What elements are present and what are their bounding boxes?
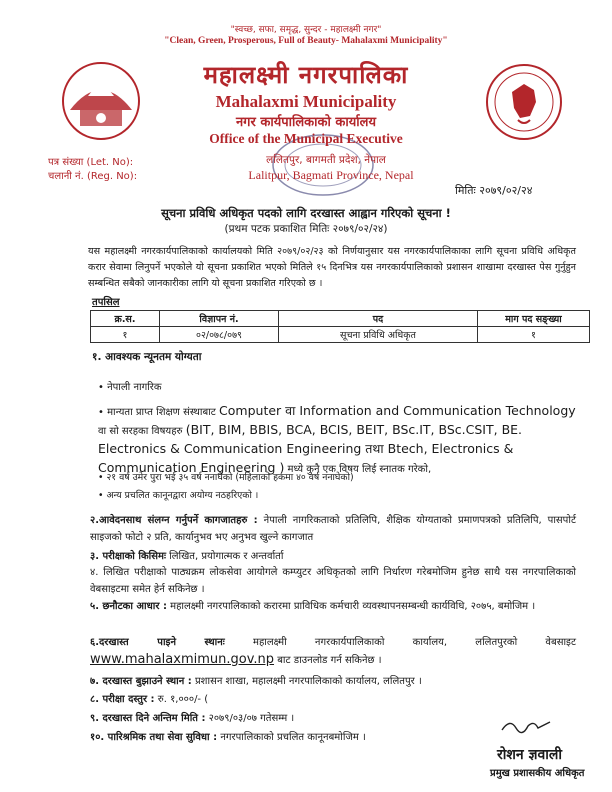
signatory-title: प्रमुख प्रशासकीय अधिकृत (490, 768, 585, 779)
qualification-bullet: • २१ वर्ष उमेर पुरा भई ३५ वर्ष ननाघेको (महिलाको हकमा ४० वर्ष ननाघेको) (98, 472, 354, 483)
qualification-heading: १. आवश्यक न्यूनतम योग्यता (92, 351, 202, 363)
bullet-text-emphasis: (BIT, BIM, BBIS, BCA, BCIS, BEIT, BSc.IT, BSc.CSIT, BE. Electronics & Communication Engineering तथा Btech, Electronics & Communication Engineering ) (98, 422, 523, 475)
notice-intro-paragraph: यस महालक्ष्मी नगरकार्यपालिकाको कार्यालयको मिति २०७९/०२/२३ को निर्णयानुसार यस नगरकार्यपालिकाका लागि सूचना प्रविधि अधिकृत करार सेवामा लिनुपर्ने भएकोले यो सूचना प्रकाशित भएको मितिले १५ दिनभित्र यस नगरकार्यपालिकाको प्रशासन शाखामा दरखास्त पेस गुर्नुहुन सम्बन्धित सबैको जानकारीका लागि यो सूचना प्रकाशित गरिएको छ । (88, 246, 576, 289)
title-english: Mahalaxmi Municipality (215, 92, 397, 111)
office-nepali: नगर कार्यपालिकाको कार्यालय (235, 115, 377, 130)
item-text: नगरपालिकाको प्रचलित कानूनबमोजिम । (220, 732, 366, 743)
address-english: Lalitpur, Bagmati Province, Nepal (248, 168, 414, 182)
selection-basis-item (90, 598, 576, 615)
handwritten-signature-icon (498, 714, 558, 738)
item-label: ९. दरखास्त दिने अन्तिम मिति : (90, 713, 206, 724)
item-text: महालक्ष्मी नगरपालिकाको करारमा प्राविधिक कर्मचारी व्यवस्थापनसम्बन्धी कार्यविधि, २०७५, बमोजिम । (170, 601, 536, 612)
item-label: १०. पारिश्रमिक तथा सेवा सुविधा : (90, 732, 218, 743)
bullet-text-emphasis: Computer वा Information and Communication Technology (219, 403, 576, 418)
vacancy-table (90, 310, 590, 343)
notice-subtitle: (प्रथम पटक प्रकाशित मितिः २०७९/०२/२४) (224, 223, 388, 235)
exam-fee-item (90, 691, 576, 708)
item-label: ३. परीक्षाको किसिमः (90, 551, 166, 562)
exam-type-item (90, 548, 576, 565)
item-text: प्रशासन शाखा, महालक्ष्मी नगरपालिकाको कार्यालय, ललितपुर । (194, 676, 422, 687)
table-row (91, 327, 590, 343)
item-text: लिखित, प्रयोगात्मक र अन्तर्वार्ता (169, 551, 284, 562)
table-cell: १ (91, 327, 160, 343)
bullet-text: मध्ये कुनै एक विषय लिई स्नातक गरेको, (287, 464, 432, 475)
item-text: ४. लिखित परीक्षाको पाठ्यक्रम लोकसेवा आयोगले कम्प्युटर अधिकृतको लागि निर्धारण गरेबमोजिम हुनेछ साथै यस नगरपालिकाको वेबसाइटमा समेत हेर्न सकिनेछ । (90, 567, 576, 595)
item-text: २०७९/०३/०७ गतेसम्म । (208, 713, 295, 724)
item-label: २.आवेदनसाथ संलग्न गर्नुपर्ने कागजातहरु : (90, 515, 258, 526)
item-label: ६.दरखास्त पाइने स्थानः (90, 637, 225, 648)
qualification-bullet: • मान्यता प्राप्त शिक्षण संस्थाबाट Computer वा Information and Communication Technology वा सो सरहका विषयहरु (BIT, BIM, BBIS, BCA, BCIS, BEIT, BSc.IT, BSc.CSIT, BE. Electronics & Communication Engineering तथा Btech, Electronics & Communication Engineering ) मध्ये कुनै एक विषय लिई स्नातक गरेको, (98, 403, 576, 475)
table-cell: सूचना प्रविधि अधिकृत (279, 327, 478, 343)
item-text: महालक्ष्मी नगरकार्यपालिकाको कार्यालय, ललितपुरको वेबसाइट (253, 637, 576, 648)
address-nepali: ललितपुर, बागमती प्रदेश, नेपाल (266, 154, 386, 166)
bullet-text: नेपाली नागरिक (107, 382, 162, 393)
bullet-text: २१ वर्ष उमेर पुरा भई ३५ वर्ष ननाघेको (महिलाको हकमा ४० वर्ष ननाघेको) (106, 472, 354, 483)
office-english: Office of the Municipal Executive (209, 131, 403, 146)
motto-nepali: "स्वच्छ, सफा, समृद्ध, सुन्दर - महालक्ष्मी नगर" (230, 25, 382, 35)
table-header-cell: क्र.स. (91, 311, 160, 327)
bullet-text: वा सो सरहका विषयहरु (98, 426, 183, 437)
qualification-bullet: • नेपाली नागरिक (98, 382, 162, 393)
item-text: बाट डाउनलोड गर्न सकिनेछ । (277, 655, 382, 666)
item-text: रु. १,०००/- ( (157, 694, 209, 705)
qualification-bullet: • अन्य प्रचलित कानूनद्वारा अयोग्य नठहरिएको । (98, 490, 259, 501)
item-label: ५. छनौटका आधार : (90, 601, 167, 612)
motto-english: "Clean, Green, Prosperous, Full of Beauty- Mahalaxmi Municipality" (164, 36, 448, 46)
notice-title: सूचना प्रविधि अधिकृत पदको लागि दरखास्त आह्वान गरिएको सूचना ! (161, 206, 451, 220)
signatory-name: रोशन ज्ञवाली (497, 747, 563, 763)
syllabus-item (90, 564, 576, 598)
table-cell: १ (478, 327, 590, 343)
item-label: ७. दरखास्त बुझाउने स्थान : (90, 676, 192, 687)
registration-number-label: चलानी नं. (Reg. No): (48, 171, 138, 182)
documents-item (90, 512, 576, 546)
submission-place-item (90, 673, 576, 690)
bullet-text: मान्यता प्राप्त शिक्षण संस्थाबाट (107, 407, 216, 418)
title-nepali: महालक्ष्मी नगरपालिका (203, 61, 409, 89)
item-label: ८. परीक्षा दस्तुर : (90, 694, 155, 705)
application-source-item (90, 634, 576, 669)
schedule-label: तपसिल (92, 297, 120, 308)
table-header-cell: विज्ञापन नं. (160, 311, 279, 327)
item-text: नेपाली नागरिकताको प्रतिलिपि, शैक्षिक योग्यताको प्रमाणपत्रको प्रतिलिपि, पासपोर्ट साइजको फोटो २ प्रति, कार्यानुभव भए अनुभव खुल्ने कागजात (90, 515, 576, 543)
letter-number-label: पत्र संख्या (Let. No): (48, 157, 134, 168)
table-header-row (91, 311, 590, 327)
table-cell: ०२/०७८/०७९ (160, 327, 279, 343)
bullet-text: अन्य प्रचलित कानूनद्वारा अयोग्य नठहरिएको । (106, 490, 259, 501)
table-header-cell: पद (279, 311, 478, 327)
notice-date: मितिः २०७९/०२/२४ (455, 184, 533, 197)
website-link[interactable]: www.mahalaxmimun.gov.np (90, 652, 275, 667)
table-header-cell: माग पद सङ्ख्या (478, 311, 590, 327)
